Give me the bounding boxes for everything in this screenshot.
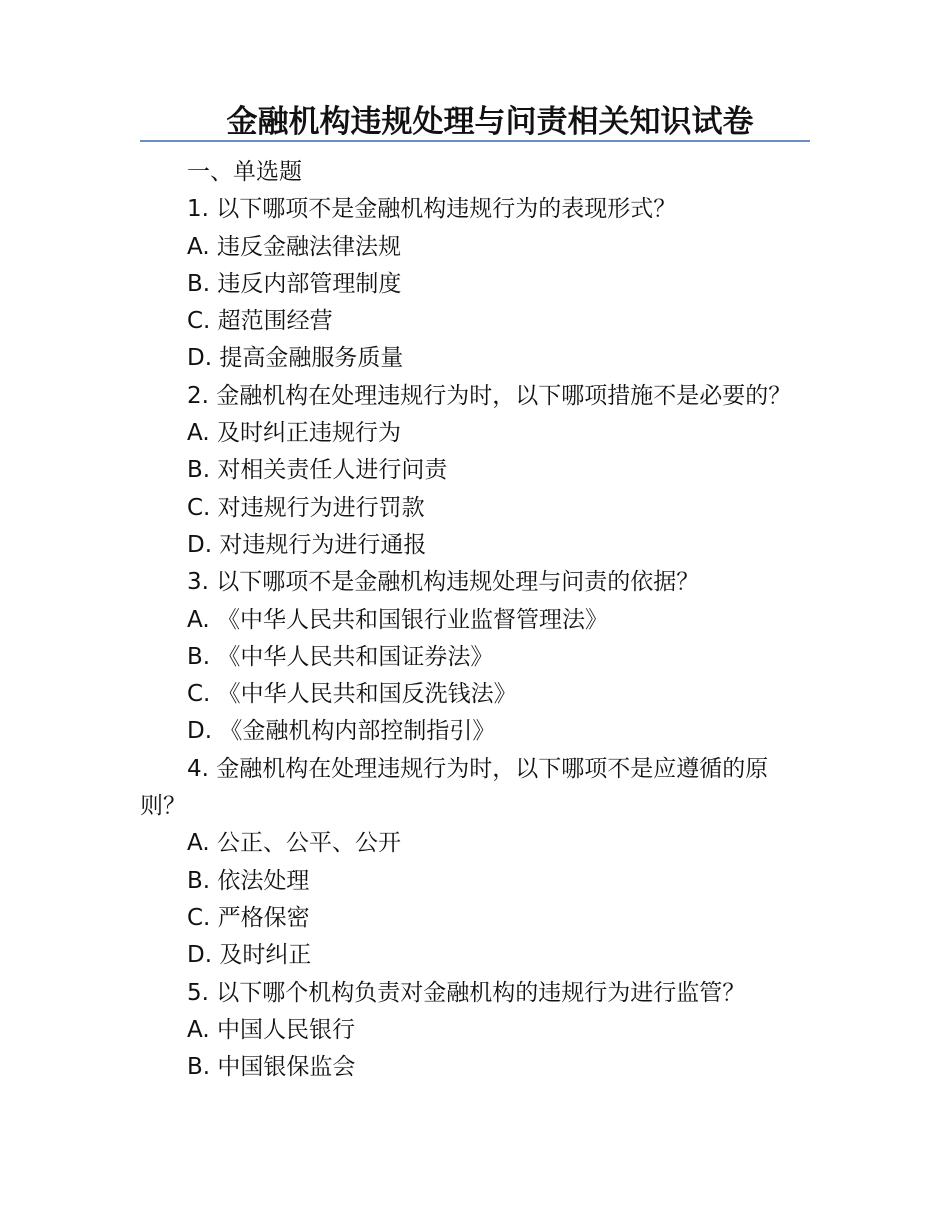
question-3: [140, 564, 812, 750]
option-d: D. 对违规行为进行通报: [187, 531, 427, 558]
question-stem: 3. 以下哪项不是金融机构违规处理与问责的依据？: [187, 569, 700, 596]
option-b: B. 对相关责任人进行问责: [187, 457, 448, 484]
option-c: C. 超范围经营: [187, 308, 333, 335]
question-stem: 5. 以下哪个机构负责对金融机构的违规行为进行监管？: [187, 979, 746, 1006]
question-stem: 4. 金融机构在处理违规行为时，以下哪项不是应遵循的原则？: [140, 755, 769, 820]
option-a: A. 《中华人民共和国银行业监督管理法》: [187, 606, 608, 633]
question-stem: 1. 以下哪项不是金融机构违规行为的表现形式？: [187, 196, 677, 223]
option-a: A. 中国人民银行: [187, 1016, 355, 1043]
option-a: A. 公正、公平、公开: [187, 830, 401, 857]
option-c: C. 对违规行为进行罚款: [187, 494, 425, 521]
option-c: C. 《中华人民共和国反洗钱法》: [187, 681, 517, 708]
title-underline: [140, 140, 810, 142]
option-b: B. 《中华人民共和国证券法》: [187, 643, 494, 670]
question-stem: 2. 金融机构在处理违规行为时，以下哪项措施不是必要的？: [187, 382, 792, 409]
option-a: A. 及时纠正违规行为: [187, 420, 401, 447]
option-b: B. 中国银保监会: [187, 1054, 356, 1081]
document-title: 金融机构违规处理与问责相关知识试卷: [226, 104, 754, 140]
question-1: [140, 191, 812, 377]
option-d: D. 提高金融服务质量: [187, 345, 404, 372]
option-b: B. 违反内部管理制度: [187, 270, 402, 297]
option-b: B. 依法处理: [187, 867, 310, 894]
question-5: [140, 975, 812, 1087]
question-2: [140, 378, 812, 564]
document-body: [140, 154, 812, 1086]
question-4: [140, 751, 812, 975]
option-d: D. 及时纠正: [187, 942, 312, 969]
option-a: A. 违反金融法律法规: [187, 233, 401, 260]
option-d: D. 《金融机构内部控制指引》: [187, 718, 496, 745]
option-c: C. 严格保密: [187, 904, 310, 931]
section-heading: 一、单选题: [187, 159, 302, 185]
